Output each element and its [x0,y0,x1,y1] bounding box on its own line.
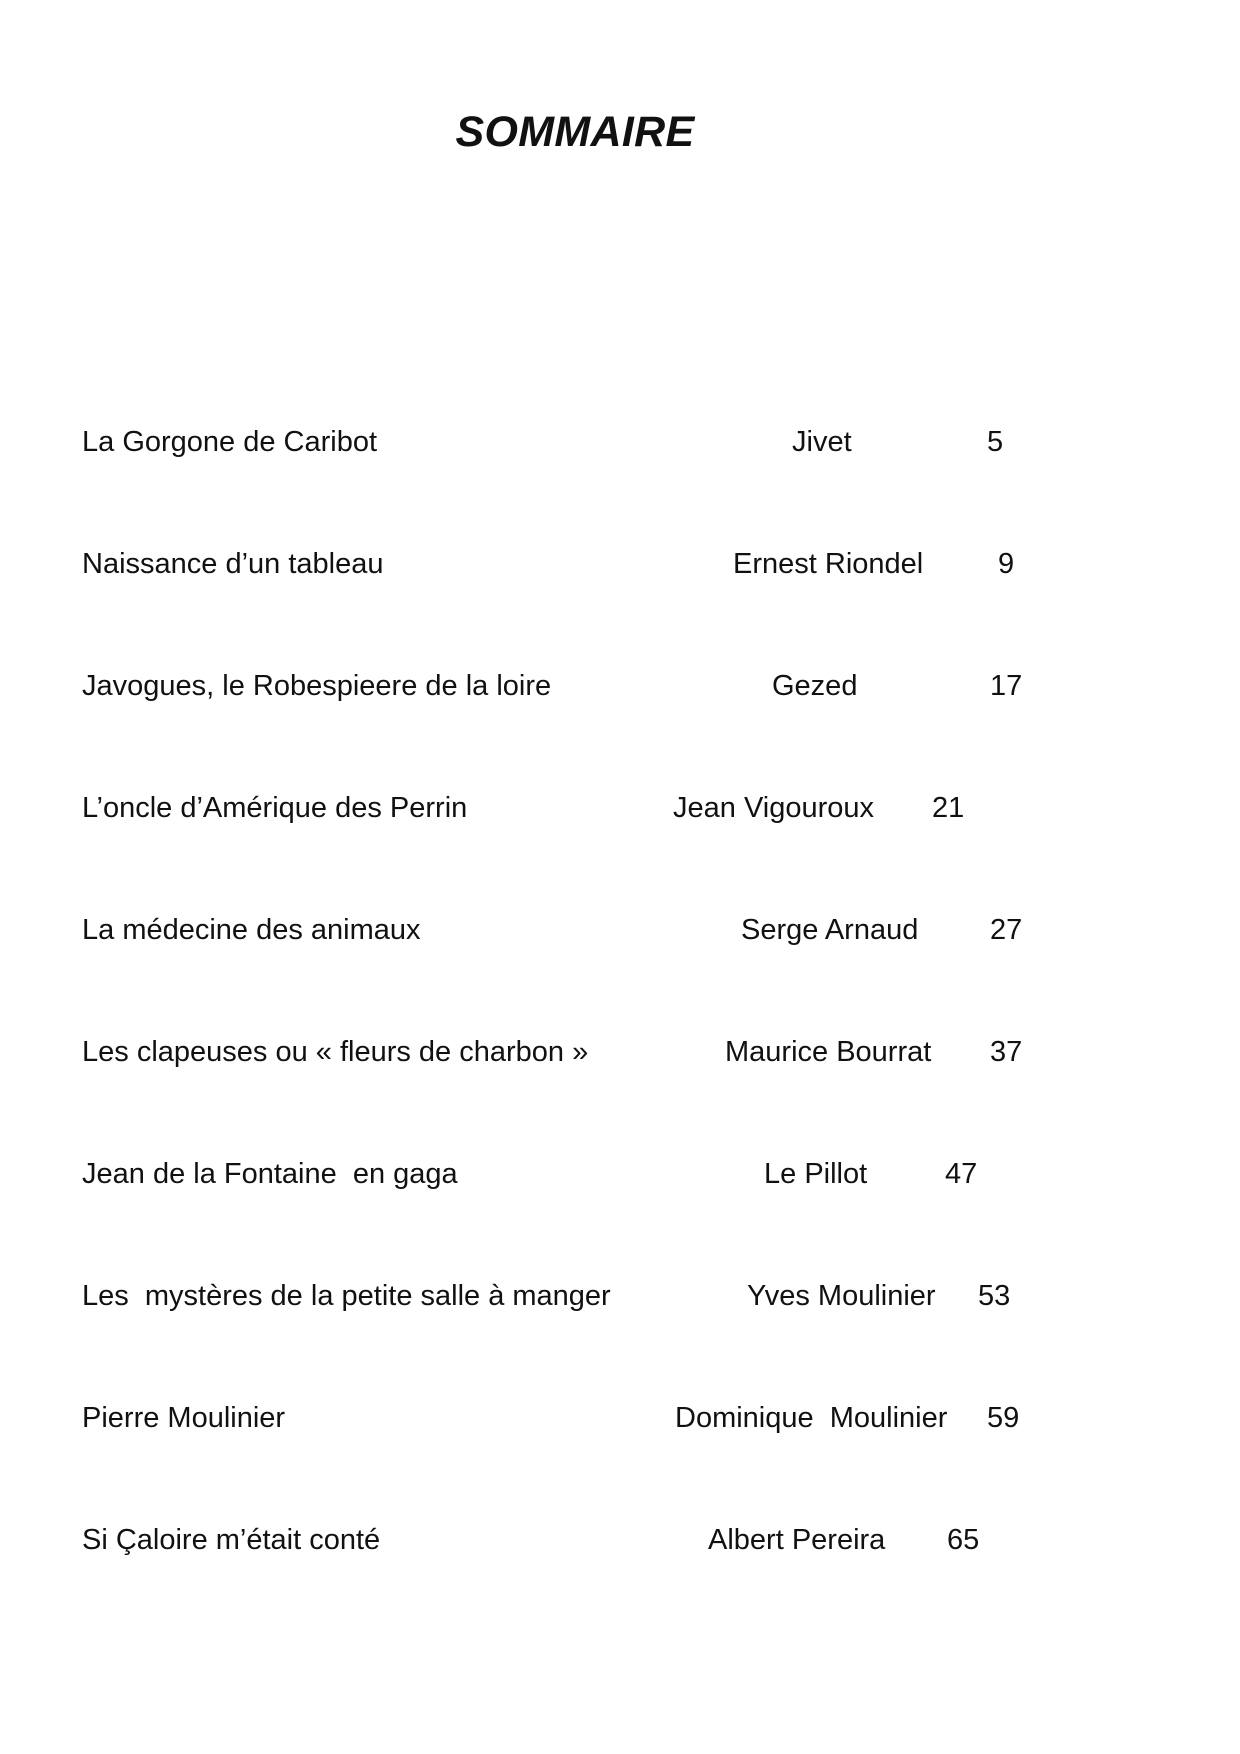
author-name: Ernest Riondel [733,548,924,580]
author-name: Maurice Bourrat [725,1036,932,1068]
page-number: 21 [932,792,965,824]
chapter-title: Si Çaloire m’était conté [82,1524,381,1556]
chapter-title: La médecine des animaux [82,914,421,946]
toc-entry [0,786,1240,830]
page-number: 5 [987,426,1004,458]
page-number: 27 [990,914,1023,946]
chapter-title: Jean de la Fontaine en gaga [82,1158,458,1190]
page-number: 9 [998,548,1015,580]
chapter-title: L’oncle d’Amérique des Perrin [82,792,468,824]
page-number: 59 [987,1402,1020,1434]
author-name: Serge Arnaud [741,914,919,946]
author-name: Yves Moulinier [747,1280,936,1312]
toc-entry [0,1518,1240,1562]
chapter-title: Pierre Moulinier [82,1402,286,1434]
page-number: 53 [978,1280,1011,1312]
author-name: Jean Vigouroux [673,792,875,824]
page-number: 37 [990,1036,1023,1068]
toc-entry [0,908,1240,952]
page-title: SOMMAIRE [455,107,695,156]
toc-entry [0,1396,1240,1440]
page-number: 65 [947,1524,980,1556]
chapter-title: Naissance d’un tableau [82,548,384,580]
author-name: Dominique Moulinier [675,1402,948,1434]
toc-entry [0,664,1240,708]
chapter-title: Javogues, le Robespieere de la loire [82,670,552,702]
page-number: 17 [990,670,1023,702]
page-number: 47 [945,1158,978,1190]
toc-entry [0,1274,1240,1318]
toc-entry [0,1152,1240,1196]
chapter-title: Les clapeuses ou « fleurs de charbon » [82,1036,589,1068]
author-name: Jivet [792,426,852,458]
author-name: Gezed [772,670,858,702]
toc-entry [0,542,1240,586]
chapter-title: Les mystères de la petite salle à manger [82,1280,611,1312]
author-name: Le Pillot [764,1158,868,1190]
author-name: Albert Pereira [708,1524,886,1556]
toc-entry [0,420,1240,464]
chapter-title: La Gorgone de Caribot [82,426,378,458]
toc-entry [0,1030,1240,1074]
